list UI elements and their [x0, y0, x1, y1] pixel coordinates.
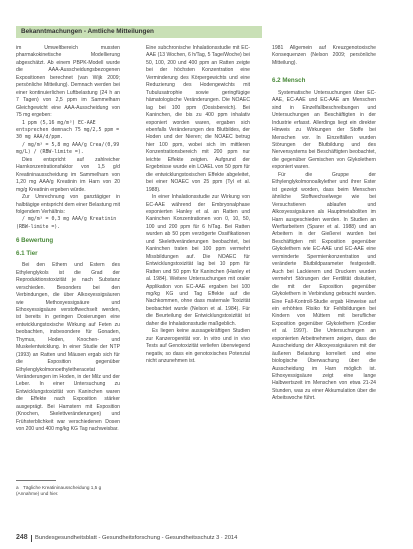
footnote-text: Tägliche Kreatininausscheidung 1,5 g (Annahme) und hier.: [16, 485, 102, 497]
column-left: [16, 45, 120, 434]
paragraph: 1981 Allgemein auf Kreuzgenotoxische Konsequenzen (Nelson 2009; persönliche Mitteilung).: [272, 45, 376, 66]
subsection-heading: 6.2 Mensch: [272, 77, 306, 85]
section-heading: 6 Bewertung: [16, 237, 54, 245]
page-footer: [0, 534, 413, 549]
paragraph: Für die Gruppe der Ethylenglykolmonoalkylether und ihrer Ester ist gezeigt worden, dass beim Menschen ähnliche Stoffwechselwege wie bei Versuchstieren ablaufen und Alkoxyessigsäuren als Hauptmetaboliten im Harn ausgeschieden werden. In Studien an Werftarbeitern (Sparer et al. 1988) und an Arbeitern in der Gießerei wurden bei Beschäftigten mit Exposition gegenüber Glykolethern wie EC-AAE und EC-AAE eine verminderte Spermienkonzentration und veränderte Blutbildparameter festgestellt. Auch bei Lackierern und Druckern wurden vermehrt Störungen der Fertilität diskutiert, die mit der Exposition gegenüber Glykolethern in Verbindung gebracht wurden. Eine Fall-Kontroll-Studie ergab Hinweise auf ein erhöhtes Risiko für Fehlbildungen bei Kindern von Müttern mit beruflicher Exposition gegenüber Glykolethern (Cordier et al. 1997). Die Untersuchungen an exponierten Arbeitnehmern zeigen, dass die Ausscheidung der Alkoxyessigsäuren mit der äußeren Belastung korreliert und eine biologische Überwachung über die Ausscheidung im Harn möglich ist. Ethoxyessigsäure zeigt eine lange Halbwertszeit im Menschen von etwa 21-24 Stunden, was zu einer Akkumulation über die Arbeitswoche führt.: [272, 171, 376, 402]
journal-citation: Bundesgesundheitsblatt - Gesundheitsforschung - Gesundheitsschutz 3 · 2014: [35, 535, 238, 541]
footnote-mark: a: [16, 485, 19, 490]
paragraph: Bei den Ethern und Estern des Ethylenglykols ist die Grad der Reproduktionstoxizität je nach Substanz verschieden. Besonders bei den Verbindungen, die über Alkoxyessigsäuren wie Methoxyessigsäure und Ethoxyessigsäure verstoffwechselt werden, ist bereits in geringen Dosierungen eine entwicklungstoxische Wirkung auf Feten zu beobachten, insbesondere für Gonaden, Thymus, Hoden, Knochen- und Muskelentwicklung. In einer Studie der NTP (1993) an Ratten und Mäusen ergab sich für die Exposition gegenüber Ethylenglykolmonoethyletheracetat Veränderungen im Hoden, in der Milz und der Leber. In einer Untersuchung zu Entwicklungstoxizität von Kaninchen waren die Effekte nach Exposition stärker ausgeprägt. Bei Hamstern mit Exposition (Knochen, Skelettveränderungen) und Frühsterblichkeit war verschiedenen Dosen von 200 und 400 mg/kg KG Tag nachweisbar.: [16, 262, 120, 433]
subsection-heading: 6.1 Tier: [16, 249, 38, 257]
paragraph: Systematische Untersuchungen über EC-AAE, EC-AAE und EC-AAE am Menschen sind in Einzelfallbeschreibungen und Untersuchungen an Beschäftigten in der Industrie erfasst. Allerdings liegt ein direkter Hinweis zu Wirkungen der Stoffe bei Menschen vor. In Einzelfällen wurden Störungen der Blutbildung und des Nervensystems bei Beschäftigten beobachtet, die gegenüber Gemischen von Glykolethern exponiert waren.: [272, 89, 376, 171]
paragraph: Eine subchronische Inhalationsstudie mit EC-AAE (13 Wochen, 6 h/Tag, 5 Tage/Woche) bei 50, 100, 200 und 400 ppm an Ratten zeigte bei der höchsten Konzentration eine Verminderung des Körpergewichts und eine Reduzierung des Hodengewichts mit Tubulusatrophie sowie geringfügige hämatologische Veränderungen. Die NOAEC lag bei 100 ppm (Dosisbereich). Bei Kaninchen, die bis zu 400 ppm inhalativ exponiert worden waren, ergaben sich ebenfalls Veränderungen des Blutbildes, der Hoden und der Nieren; die NOAEC betrug hier 100 ppm, wobei sich im mittleren Konzentrationsbereich mit 200 ppm nur leichte Effekte zeigten. Aufgrund der Ergebnisse wurde ein LOAEL von 50 ppm für die entwicklungstoxischen Effekte abgeleitet, bei einer NOAEC von 25 ppm (Tyl et al. 1988).: [146, 45, 250, 193]
section-label: Bekanntmachungen - Amtliche Mitteilungen: [16, 26, 262, 38]
paragraph: Dies entspricht auf zahlreicher Harnkonzentrationsfaktor von 1,5 g/d Kreatininausscheidung im Sammelharn von 1,20 mg AAA/g Kreatinin im Harn von 20 mg/g Kreatinin ergeben würde.: [16, 156, 120, 193]
footnote: [16, 485, 120, 498]
column-right: [272, 45, 376, 403]
footnote-divider: [16, 480, 56, 481]
formula: 1 ppm (5,16 mg/m³) EC-AAE entsprechen demnach 75 mg/2,5 ppm = 30 mg AAA/d/ppm.: [16, 119, 120, 141]
formula: / mg/m³ = 5,8 mg AAA/g Crea/(0,99 mg/L) / (RBW-limite =).: [16, 141, 120, 156]
formula: / mg/m³ = 0,3 mg AAA/g Kreatinin (RBW-limite =).: [16, 216, 117, 230]
page-number: 248: [16, 534, 28, 541]
footer-divider: [31, 535, 32, 542]
paragraph: Zur Umrechnung von ganztägiger in halbtägige entspricht dem einer Belastung mit folgendem Verhältnis:: [16, 194, 120, 215]
paragraph: In einer Inhalationsstudie zur Wirkung von EC-AAE während der Embryonalphase exponierten Hanley et al. an Ratten und Kaninchen Konzentrationen von 0, 10, 50, 100 und 200 ppm für 6 h/Tag. Bei Ratten wurden ab 50 ppm verzögerte Ossifikationen und Skelettveränderungen beobachtet, bei Kaninchen traten bei 100 ppm vermehrt Missbildungen auf. Die NOAEC für Entwicklungstoxizität lag bei 10 ppm für Ratten und 50 ppm für Kaninchen (Hanley et al. 1984). Weitere Untersuchungen mit oraler Applikation von EC-AAE ergaben bei 100 mg/kg KG und Tag Effekte auf die Nachkommen, ohne dass maternale Toxizität beobachtet wurde (Nelson et al. 1984). Für die Beurteilung der Entwicklungstoxizität ist daher die Inhalationsstudie maßgeblich.: [146, 194, 250, 327]
paragraph: Es liegen keine aussagekräftigen Studien zur Kanzerogenität vor. In vitro und in vivo Tests auf Genotoxizität verliefen überwiegend negativ, so dass ein genotoxisches Potenzial nicht anzunehmen ist.: [146, 328, 250, 365]
column-middle: [146, 45, 250, 365]
paragraph: im Umweltbereich mussten pharmakokinetische Modellierung abgeschätzt. Ab einem PBPK-Modell wurde die AAA-Ausscheidungsbezogenen Expositionen berechnet (van Wijk 2009; persönliche Mitteilung). Demnach werden bei einer kontinuierlichen Luftbelastung (24 h an 7 Tagen) von 2,5 ppm im Sammelharn Gleichgewicht eine AAA-Ausscheidung von 75 mg ergeben:: [16, 45, 120, 119]
